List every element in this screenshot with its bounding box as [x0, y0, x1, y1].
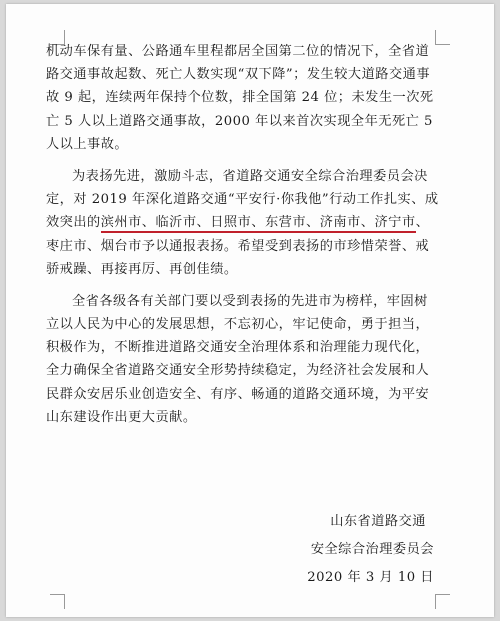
text-line: 为表扬先进，激励斗志，省道路交通安全综合治理委员会决	[72, 168, 428, 184]
text-line: 枣庄市、烟台市予以通报表扬。希望受到表扬的市珍惜荣誉、戒	[46, 238, 430, 254]
signature-block	[307, 508, 434, 592]
text-line: 立以人民为中心的发展思想，不忘初心，牢记使命，勇于担当，	[46, 317, 430, 333]
issue-date: 2020 年 3 月 10 日	[307, 570, 434, 585]
text-line: 全力确保全省道路交通安全形势持续稳定，为经济社会发展和人	[46, 363, 430, 379]
issuer-name-line2: 安全综合治理委员会	[310, 542, 434, 557]
paragraph-call-to-action	[46, 290, 466, 429]
text-line: 山东建设作出更大贡献。	[46, 409, 197, 425]
paragraph-statistics	[46, 40, 466, 156]
document-page	[6, 4, 494, 617]
text-span: 效突出的	[46, 215, 101, 231]
text-line: 积极作为，不断推进道路交通安全治理体系和治理能力现代化，	[46, 340, 430, 356]
page-corner-mark	[50, 594, 65, 609]
text-line: 民群众安居乐业创造安全、有序、畅通的道路交通环境，为平安	[46, 386, 430, 402]
text-line: 骄戒躁、再接再厉、再创佳绩。	[46, 261, 238, 277]
text-line	[46, 211, 466, 234]
text-line: 亡 5 人以上道路交通事故，2000 年以来首次实现全年无死亡 5	[46, 113, 433, 129]
text-line: 机动车保有量、公路通车里程都居全国第二位的情况下，全省道	[46, 44, 430, 59]
document-body	[46, 40, 466, 429]
text-line: 全省各级各有关部门要以受到表扬的先进市为榜样，牢固树	[72, 293, 428, 309]
text-line: 路交通事故起数、死亡人数实现“双下降”；发生较大道路交通事	[46, 67, 431, 83]
text-span: 、	[415, 215, 430, 231]
paragraph-commendation	[46, 165, 466, 281]
page-corner-mark	[435, 594, 450, 609]
issuer-name-line1: 山东省道路交通	[330, 514, 426, 529]
highlighted-cities: 滨州市、临沂市、日照市、东营市、济南市、济宁市	[101, 215, 416, 233]
text-line: 人以上事故。	[46, 136, 129, 152]
text-line: 故 9 起，连续两年保持个位数，排全国第 24 位；未发生一次死	[46, 90, 434, 106]
text-line: 定，对 2019 年深化道路交通“平安行·你我他”行动工作扎实、成	[46, 192, 439, 208]
